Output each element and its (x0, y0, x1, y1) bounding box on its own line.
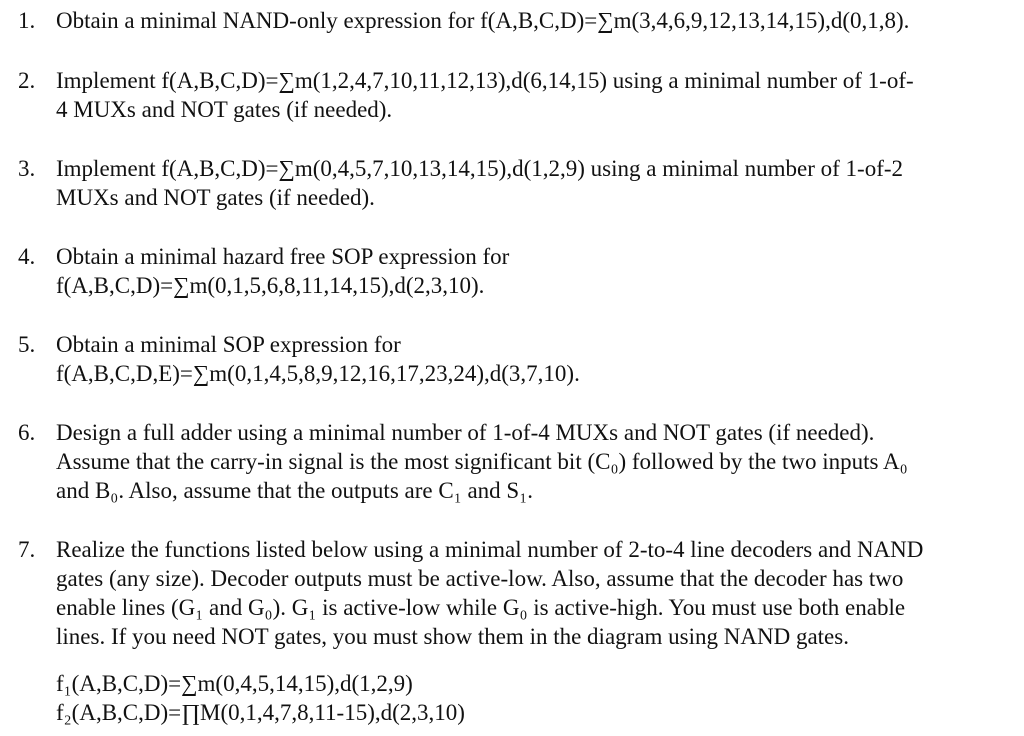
problem-text-line: Obtain a minimal NAND-only expression for f(A,B,C,D)=∑m(3,4,6,9,12,13,14,15),d(0,1,8). (56, 8, 910, 33)
problem-number: 4. (18, 244, 36, 269)
problem-number: 3. (18, 156, 36, 181)
problem-1 (0, 6, 1024, 35)
problem-text-line: and B₀. Also, assume that the outputs are C₁ and S₁. (56, 478, 533, 503)
problem-text-line: Implement f(A,B,C,D)=∑m(0,4,5,7,10,13,14,15),d(1,2,9) using a minimal number of 1-of-2 (56, 156, 904, 181)
function-f1: f₁(A,B,C,D)=∑m(0,4,5,14,15),d(1,2,9) (56, 671, 413, 696)
problem-2 (0, 66, 1024, 124)
problem-text-line: 4 MUXs and NOT gates (if needed). (56, 97, 393, 122)
spacer (56, 651, 1006, 669)
problem-number: 5. (18, 332, 36, 357)
function-f2: f₂(A,B,C,D)=∏M(0,1,4,7,8,11-15),d(2,3,10) (56, 700, 465, 725)
problem-text-line: f(A,B,C,D,E)=∑m(0,1,4,5,8,9,12,16,17,23,24),d(3,7,10). (56, 361, 580, 386)
problem-5 (0, 330, 1024, 388)
problem-text-line: enable lines (G₁ and G₀). G₁ is active-low while G₀ is active-high. You must use both enable (56, 595, 906, 620)
problem-text-line: lines. If you need NOT gates, you must show them in the diagram using NAND gates. (56, 624, 849, 649)
problem-6 (0, 418, 1024, 505)
problem-text-line: Assume that the carry-in signal is the most significant bit (C₀) followed by the two inputs A₀ (56, 449, 908, 474)
problem-text-line: Realize the functions listed below using a minimal number of 2-to-4 line decoders and NAND (56, 537, 924, 562)
problem-number: 6. (18, 420, 36, 445)
problem-7 (0, 535, 1024, 727)
problem-text-line: f(A,B,C,D)=∑m(0,1,5,6,8,11,14,15),d(2,3,10). (56, 273, 485, 298)
problem-text-line: Implement f(A,B,C,D)=∑m(1,2,4,7,10,11,12,13),d(6,14,15) using a minimal number of 1-of- (56, 68, 914, 93)
problem-4 (0, 242, 1024, 300)
problem-text-line: Obtain a minimal hazard free SOP expression for (56, 244, 510, 269)
problem-text-line: Design a full adder using a minimal number of 1-of-4 MUXs and NOT gates (if needed). (56, 420, 875, 445)
problem-text-line: Obtain a minimal SOP expression for (56, 332, 401, 357)
problem-number: 2. (18, 68, 36, 93)
problem-number: 7. (18, 537, 36, 562)
problem-number: 1. (18, 8, 36, 33)
problem-text-line: MUXs and NOT gates (if needed). (56, 185, 375, 210)
problem-text-line: gates (any size). Decoder outputs must be active-low. Also, assume that the decoder has two (56, 566, 904, 591)
problem-3 (0, 154, 1024, 212)
